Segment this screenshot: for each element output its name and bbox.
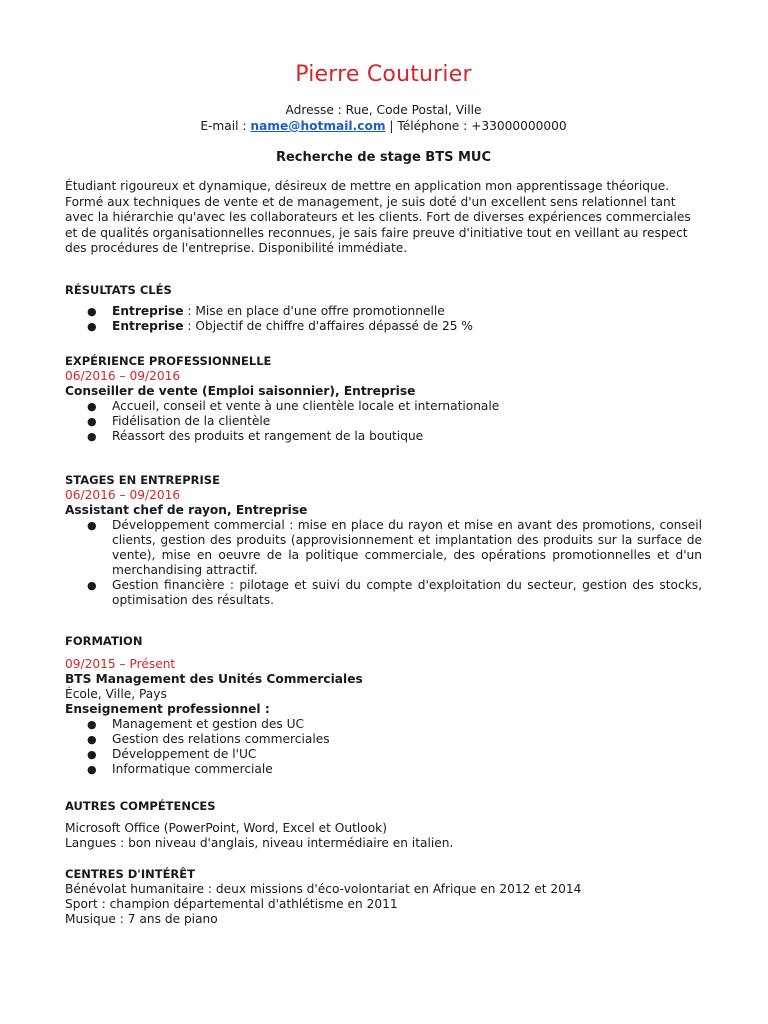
skills-title: AUTRES COMPÉTENCES [65,798,216,813]
bullet-icon: ● [87,304,97,318]
objective-title: Recherche de stage BTS MUC [275,150,492,165]
email-phone-line [65,118,702,134]
bullet-icon: ● [87,717,97,731]
skills-line: Microsoft Office (PowerPoint, Word, Excel et Outlook) [65,820,387,835]
results-title: RÉSULTATS CLÉS [65,282,172,297]
resume-page [65,60,702,927]
list-item: ● Gestion des relations commerciales [87,731,330,746]
education-section [65,634,702,777]
education-list [65,717,702,777]
bullet-icon: ● [87,762,97,776]
candidate-name: Pierre Couturier [295,62,472,87]
interests-line: Bénévolat humanitaire : deux missions d'éco-volontariat en Afrique en 2012 et 2014 [65,881,582,896]
bullet-icon: ● [87,578,97,592]
internships-title: STAGES EN ENTREPRISE [65,472,220,487]
list-item: ● Fidélisation de la clientèle [87,413,271,428]
list-item [65,304,702,319]
experience-date: 06/2016 – 09/2016 [65,368,181,383]
list-item: ● Management et gestion des UC [87,716,305,731]
experience-section [65,354,702,444]
address-line: Adresse : Rue, Code Postal, Ville [285,103,482,117]
bullet-icon: ● [87,747,97,761]
skills-line: Langues : bon niveau d'anglais, niveau intermédiaire en italien. [65,835,454,850]
list-item: ● Accueil, conseil et vente à une clientèle locale et internationale [87,398,500,413]
phone-text: | Téléphone : +33000000000 [385,119,567,133]
list-item: ● Gestion financière : pilotage et suivi du compte d'exploitation du secteur, gestion des stocks, optimisation des résultats. [87,577,702,607]
list-item [65,319,702,334]
list-item: ● Réassort des produits et rangement de la boutique [87,428,424,443]
result-text: : Mise en place d'une offre promotionnelle [183,303,445,318]
skills-section [65,799,702,851]
education-degree: BTS Management des Unités Commerciales [65,671,363,686]
list-item: ● Développement commercial : mise en place du rayon et mise en avant des promotions, conseil clients, gestion des produits (approvisionnement et implantation des produits sur la surface de vente), mise en oeuvre de la politique commerciale, des opérations promotionnelles et d'un merchandising attractif. [87,517,702,577]
interests-line: Musique : 7 ans de piano [65,911,218,926]
profile-summary: Étudiant rigoureux et dynamique, désireux de mettre en application mon apprentissage théorique. Formé aux techniques de vente et de management, je suis doté d'un excellent sens relationnel tant avec la hiérarchie qu'avec les collaborateurs et les clients. Fort de diverses expériences commerciales et de qualités organisationnelles reconnues, je sais faire preuve d'initiative tout en veillant au respect des procédures de l'entreprise. Disponibilité immédiate. [65,179,691,255]
bullet-icon: ● [87,319,97,333]
education-school: École, Ville, Pays [65,686,167,701]
interests-section [65,867,702,927]
result-label: Entreprise [112,303,184,318]
list-item: ● Informatique commerciale [87,761,273,776]
email-link[interactable]: name@hotmail.com [250,119,386,133]
bullet-icon: ● [87,414,97,428]
education-title: FORMATION [65,633,143,648]
result-label: Entreprise [112,318,184,333]
contact-block [65,102,702,134]
interests-title: CENTRES D'INTÉRÊT [65,866,195,881]
education-date: 09/2015 – Présent [65,656,176,671]
interests-line: Sport : champion départemental d'athlétisme en 2011 [65,896,398,911]
results-list [65,304,702,334]
bullet-icon: ● [87,518,97,532]
results-section [65,283,702,334]
internships-section [65,473,702,608]
list-item: ● Développement de l'UC [87,746,257,761]
education-subtitle: Enseignement professionnel : [65,701,270,716]
internships-date: 06/2016 – 09/2016 [65,487,181,502]
email-label: E-mail : [200,119,251,133]
internships-role: Assistant chef de rayon, Entreprise [65,502,308,517]
experience-list [65,399,702,444]
bullet-icon: ● [87,399,97,413]
bullet-icon: ● [87,429,97,443]
result-text: : Objectif de chiffre d'affaires dépassé de 25 % [183,318,473,333]
internships-list [65,518,702,608]
experience-role: Conseiller de vente (Emploi saisonnier), Entreprise [65,383,416,398]
experience-title: EXPÉRIENCE PROFESSIONNELLE [65,353,272,368]
bullet-icon: ● [87,732,97,746]
